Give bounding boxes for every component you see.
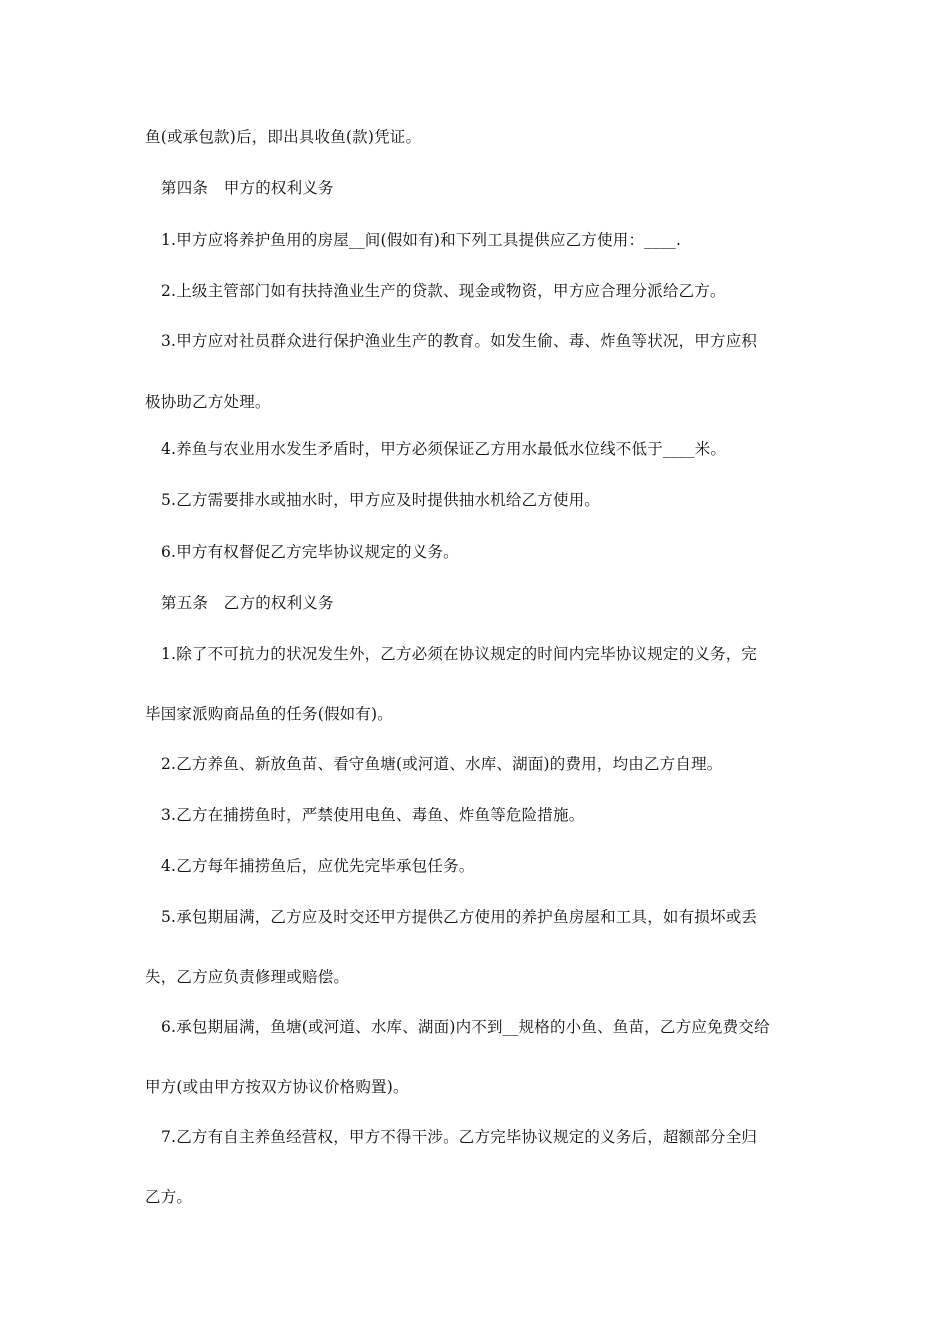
paragraph-line: 4.养鱼与农业用水发生矛盾时，甲方必须保证乙方用水最低水位线不低于____米。 (161, 440, 727, 458)
paragraph-line: 3.乙方在捕捞鱼时，严禁使用电鱼、毒鱼、炸鱼等危险措施。 (161, 806, 585, 824)
paragraph-line: 6.甲方有权督促乙方完毕协议规定的义务。 (161, 543, 459, 561)
article-heading: 第四条 甲方的权利义务 (161, 179, 334, 197)
paragraph-line: 甲方(或由甲方按双方协议价格购置)。 (145, 1078, 409, 1096)
paragraph-line: 2.乙方养鱼、新放鱼苗、看守鱼塘(或河道、水库、湖面)的费用，均由乙方自理。 (161, 755, 723, 773)
paragraph-line: 鱼(或承包款)后，即出具收鱼(款)凭证。 (145, 128, 422, 146)
paragraph-line: 1.除了不可抗力的状况发生外，乙方必须在协议规定的时间内完毕协议规定的义务，完 (161, 645, 758, 663)
paragraph-line: 3.甲方应对社员群众进行保护渔业生产的教育。如发生偷、毒、炸鱼等状况，甲方应积 (161, 332, 758, 350)
paragraph-line: 7.乙方有自主养鱼经营权，甲方不得干涉。乙方完毕协议规定的义务后，超额部分全归 (161, 1128, 758, 1146)
article-heading: 第五条 乙方的权利义务 (161, 594, 334, 612)
paragraph-line: 4.乙方每年捕捞鱼后，应优先完毕承包任务。 (161, 857, 475, 875)
paragraph-line: 5.承包期届满，乙方应及时交还甲方提供乙方使用的养护鱼房屋和工具，如有损坏或丢 (161, 908, 758, 926)
paragraph-line: 毕国家派购商品鱼的任务(假如有)。 (145, 705, 393, 723)
paragraph-line: 极协助乙方处理。 (145, 393, 271, 411)
paragraph-line: 5.乙方需要排水或抽水时，甲方应及时提供抽水机给乙方使用。 (161, 491, 601, 509)
paragraph-line: 失，乙方应负责修理或赔偿。 (145, 968, 350, 986)
paragraph-line: 6.承包期届满，鱼塘(或河道、水库、湖面)内不到__规格的小鱼、鱼苗，乙方应免费交给 (161, 1018, 770, 1036)
paragraph-line: 2.上级主管部门如有扶持渔业生产的贷款、现金或物资，甲方应合理分派给乙方。 (161, 282, 726, 300)
paragraph-line: 1.甲方应将养护鱼用的房屋__间(假如有)和下列工具提供应乙方使用：____. (161, 231, 682, 249)
paragraph-line: 乙方。 (145, 1188, 193, 1206)
